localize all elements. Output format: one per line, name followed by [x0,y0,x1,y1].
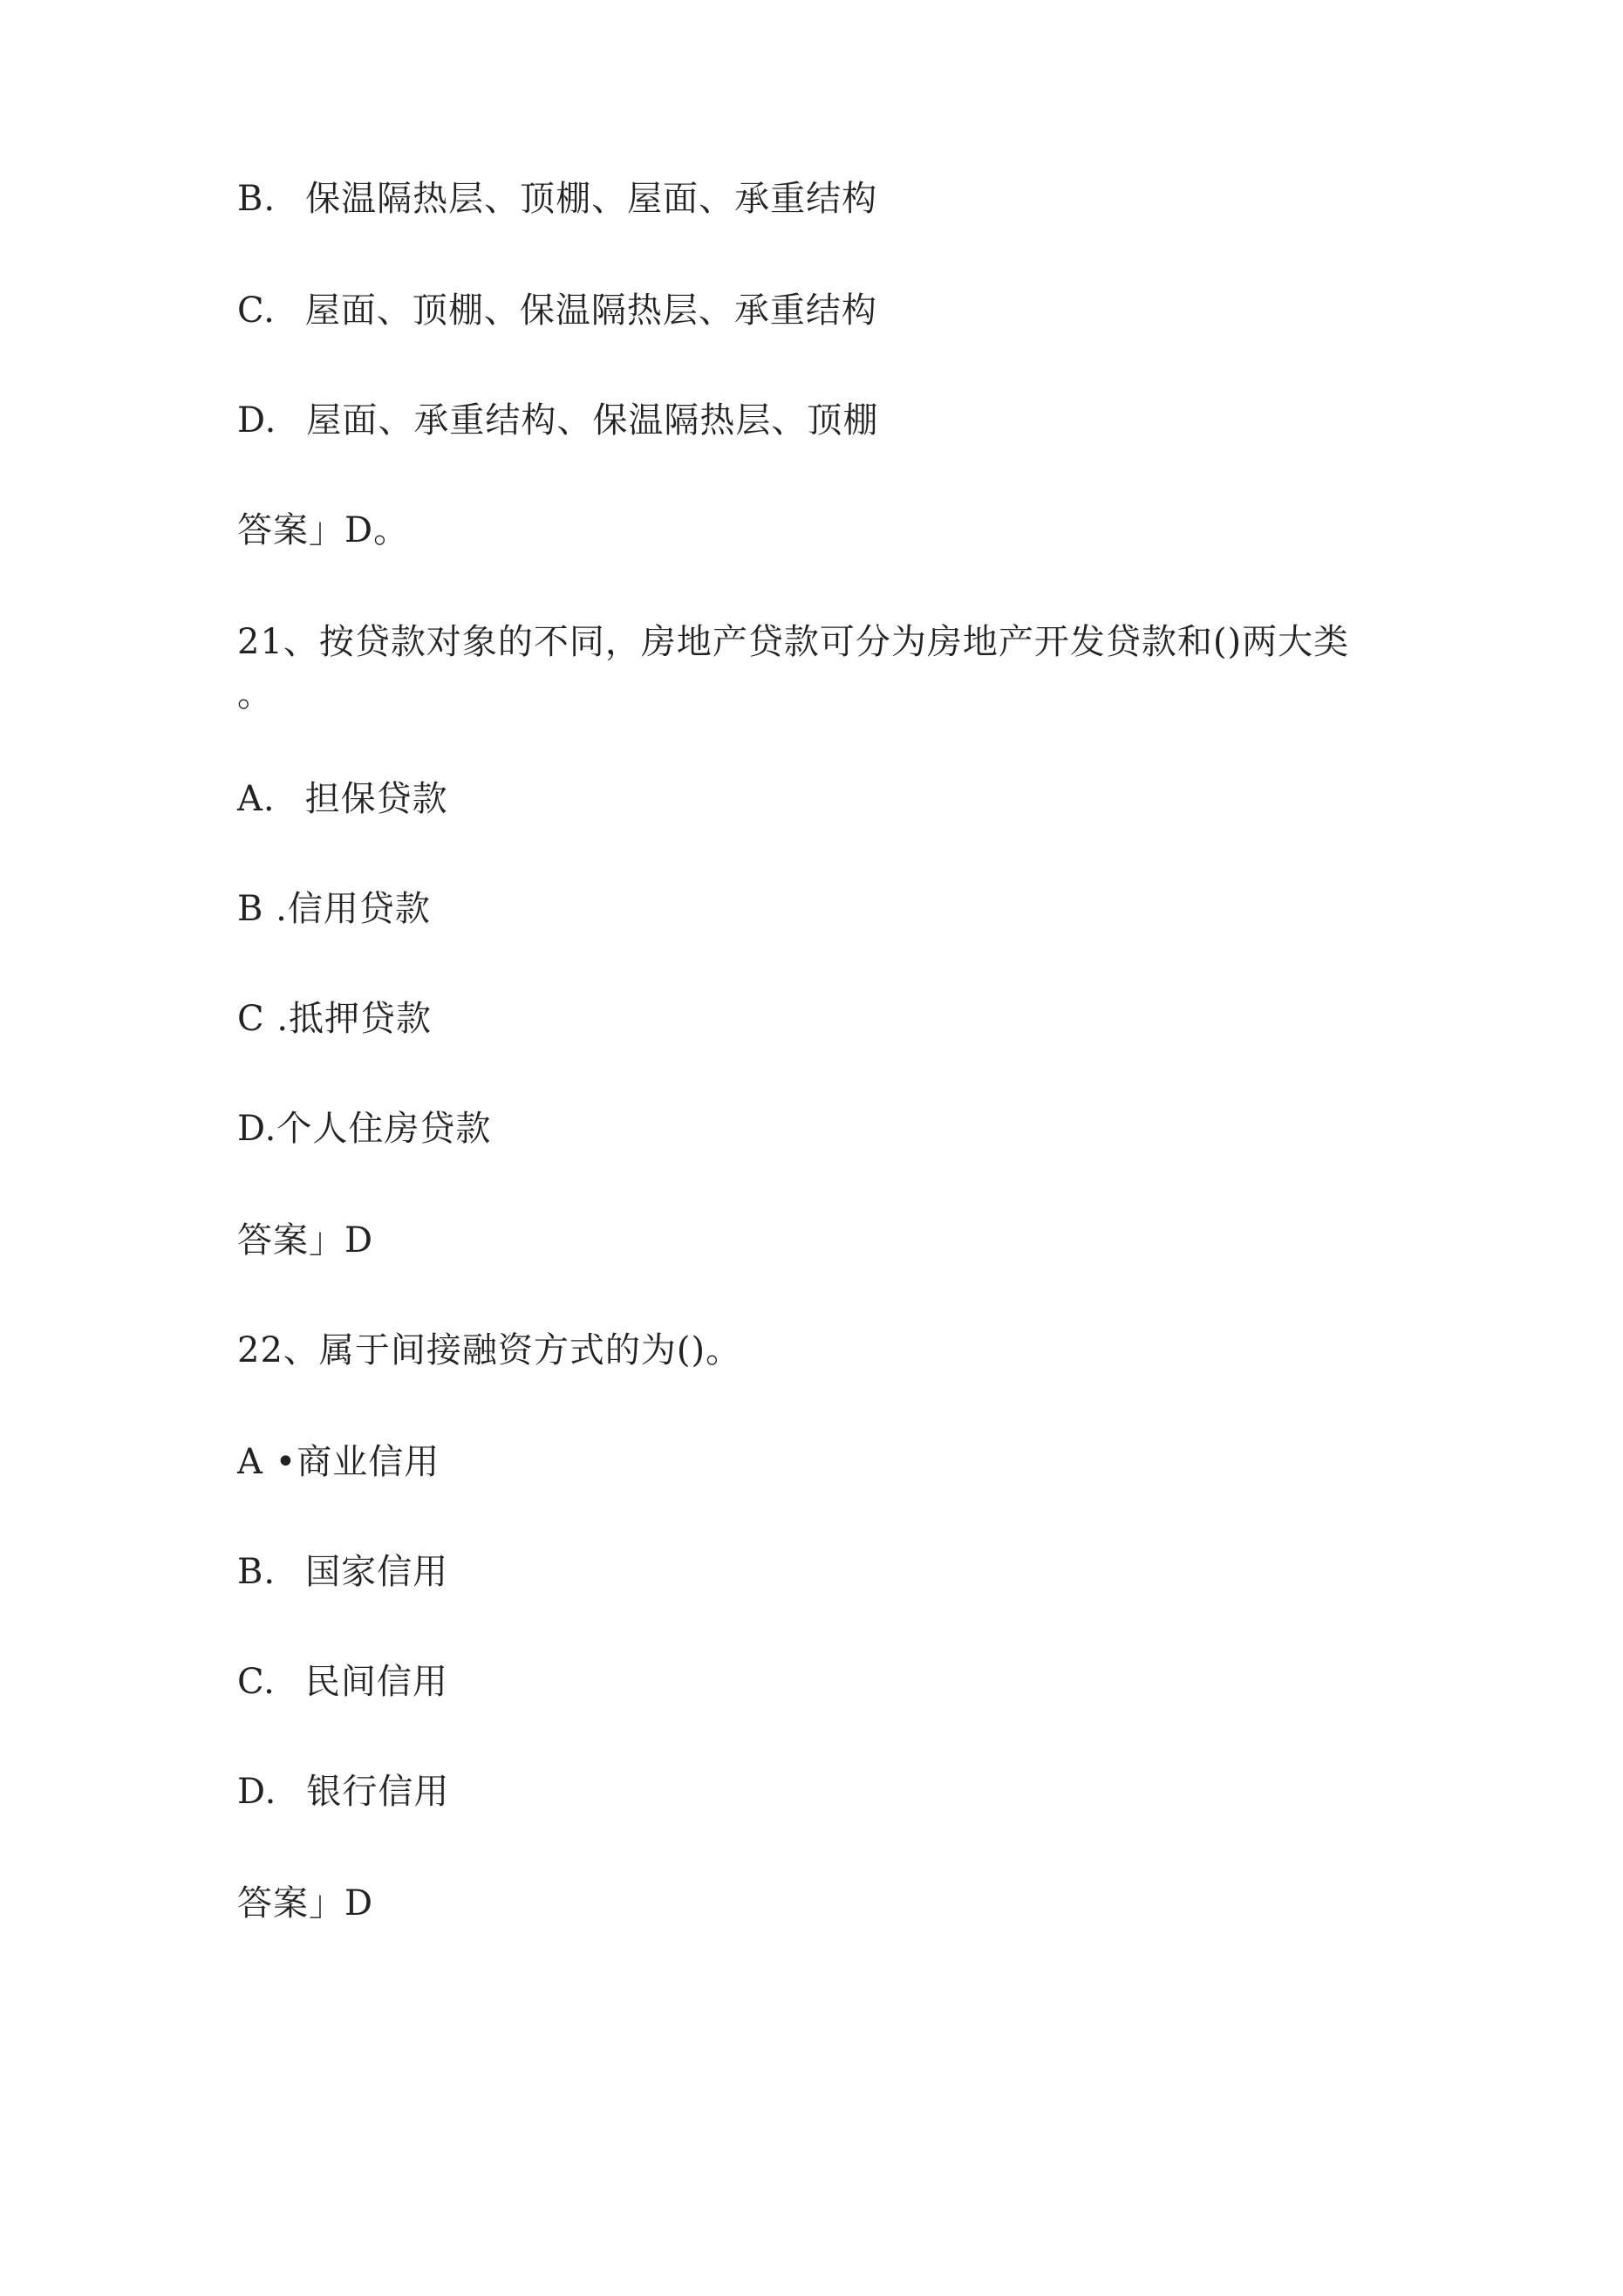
q20-option-c [237,288,877,333]
q22-option-b [237,1549,448,1595]
option-label: A. [237,779,276,819]
option-text: 商业信用 [297,1442,440,1482]
option-label: B. [237,1552,276,1592]
option-text: 屋面、顶棚、保温隔热层、承重结构 [304,290,877,331]
q21-question: 21、按贷款对象的不同，房地产贷款可分为房地产开发贷款和()两大类 [237,622,1350,662]
option-label: B. [237,179,276,219]
q20-answer: 答案」D。 [237,510,410,550]
option-label: C . [237,999,290,1039]
q21-option-c [237,996,432,1042]
option-text: 信用贷款 [287,889,431,929]
option-label: D. [237,1109,277,1149]
q21-answer: 答案」D [237,1220,374,1261]
q22-option-a [237,1439,440,1485]
q22-answer: 答案」D [237,1883,374,1924]
option-label: C. [237,290,276,331]
q20-option-d [237,398,878,443]
q22-option-d [237,1769,449,1814]
option-label: A • [237,1442,297,1482]
option-text: 民间信用 [304,1662,448,1702]
option-label: D. [237,400,277,441]
option-text: 屋面、承重结构、保温隔热层、顶棚 [306,400,879,441]
option-text: 国家信用 [305,1552,449,1592]
q21-option-a [237,776,448,822]
option-label: B . [237,889,288,929]
option-text: 担保贷款 [304,779,448,819]
q21-question-continuation: 。 [237,674,272,714]
q21-option-b [237,886,431,932]
option-text: 抵押贷款 [289,999,433,1039]
q22-option-c [237,1659,448,1705]
q20-option-b [237,176,877,222]
q21-option-d [237,1106,491,1151]
option-label: D. [237,1772,277,1812]
option-text: 保温隔热层、顶棚、屋面、承重结构 [305,179,878,219]
q22-question: 22、属于间接融资方式的为()。 [237,1330,742,1370]
option-label: C. [237,1662,276,1702]
option-text: 个人住房贷款 [276,1109,492,1149]
option-text: 银行信用 [306,1772,450,1812]
